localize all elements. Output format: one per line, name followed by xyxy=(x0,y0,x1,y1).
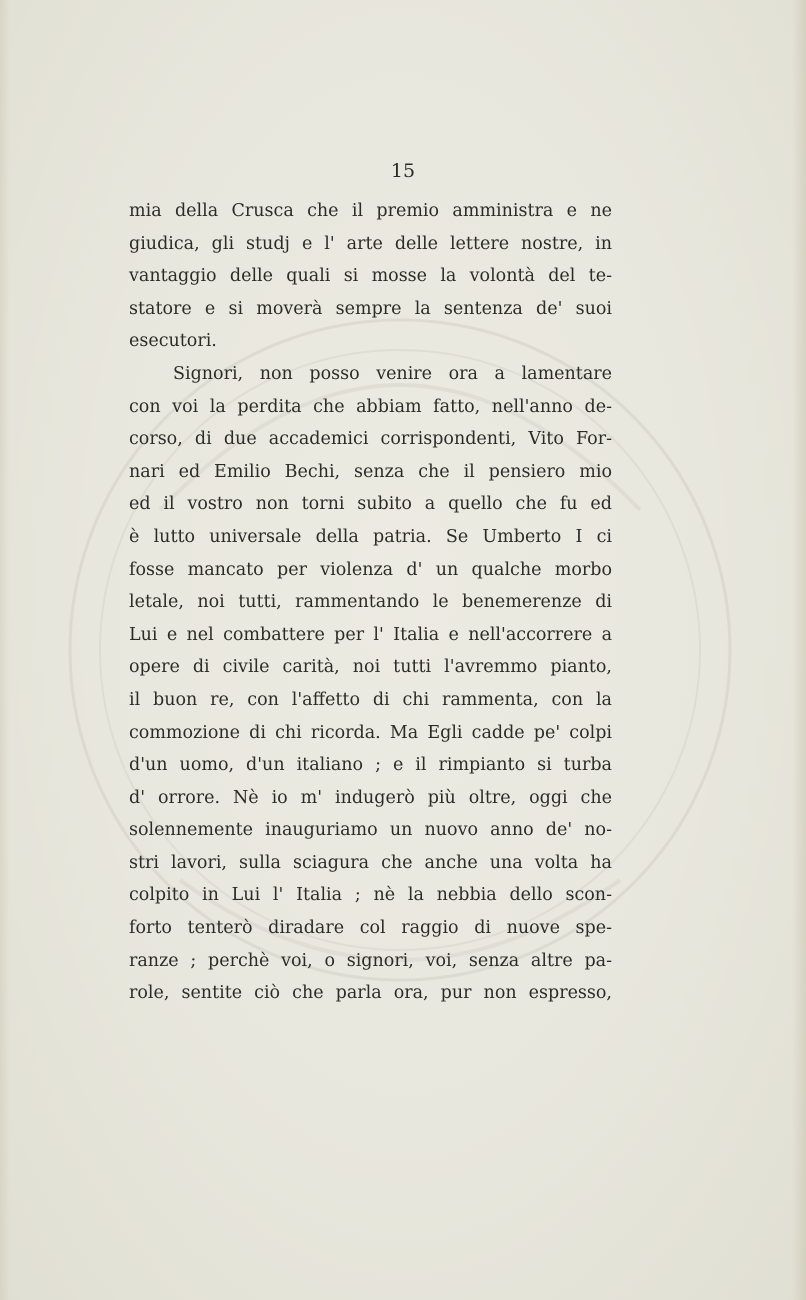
text-line: colpito in Lui l' Italia ; nè la nebbia dello scon- xyxy=(129,885,612,906)
text-line: giudica, gli studj e l' arte delle lettere nostre, in xyxy=(129,233,612,254)
text-line: ed il vostro non torni subito a quello che fu ed xyxy=(129,494,612,515)
page-edge-left xyxy=(0,0,10,1300)
text-line: esecutori. xyxy=(129,331,217,352)
text-line: con voi la perdita che abbiam fatto, nell'anno de- xyxy=(129,396,612,417)
text-line: fosse mancato per violenza d' un qualche morbo xyxy=(129,559,612,580)
text-line: è lutto universale della patria. Se Umberto I ci xyxy=(129,526,612,547)
text-line: ranze ; perchè voi, o signori, voi, senza altre pa- xyxy=(129,950,612,971)
text-line: vantaggio delle quali si mosse la volontà del te- xyxy=(129,266,612,287)
text-line: statore e si moverà sempre la sentenza de' suoi xyxy=(129,298,612,319)
text-line: il buon re, con l'affetto di chi rammenta, con la xyxy=(129,689,612,710)
text-line: d'un uomo, d'un italiano ; e il rimpianto si turba xyxy=(129,755,612,776)
text-line: d' orrore. Nè io m' indugerò più oltre, oggi che xyxy=(129,787,612,808)
text-line: opere di civile carità, noi tutti l'avremmo pianto, xyxy=(129,657,612,678)
text-line: nari ed Emilio Bechi, senza che il pensiero mio xyxy=(129,461,612,482)
page-edge-right xyxy=(792,0,806,1300)
text-line: corso, di due accademici corrispondenti, Vito For- xyxy=(129,429,612,450)
text-line: role, sentite ciò che parla ora, pur non espresso, xyxy=(129,983,612,1004)
page-number: 15 xyxy=(390,160,416,182)
text-line: solennemente inauguriamo un nuovo anno de' no- xyxy=(129,820,612,841)
text-line: stri lavori, sulla sciagura che anche una volta ha xyxy=(129,852,612,873)
text-line: forto tenterò diradare col raggio di nuove spe- xyxy=(129,918,612,939)
text-line: Signori, non posso venire ora a lamentare xyxy=(173,363,612,384)
text-line: Lui e nel combattere per l' Italia e nell'accorrere a xyxy=(129,624,612,645)
text-line: letale, noi tutti, rammentando le benemerenze di xyxy=(129,592,612,613)
body-text xyxy=(129,195,612,1010)
text-line: mia della Crusca che il premio amministra e ne xyxy=(129,201,612,221)
text-line: commozione di chi ricorda. Ma Egli cadde pe' colpi xyxy=(129,722,612,743)
